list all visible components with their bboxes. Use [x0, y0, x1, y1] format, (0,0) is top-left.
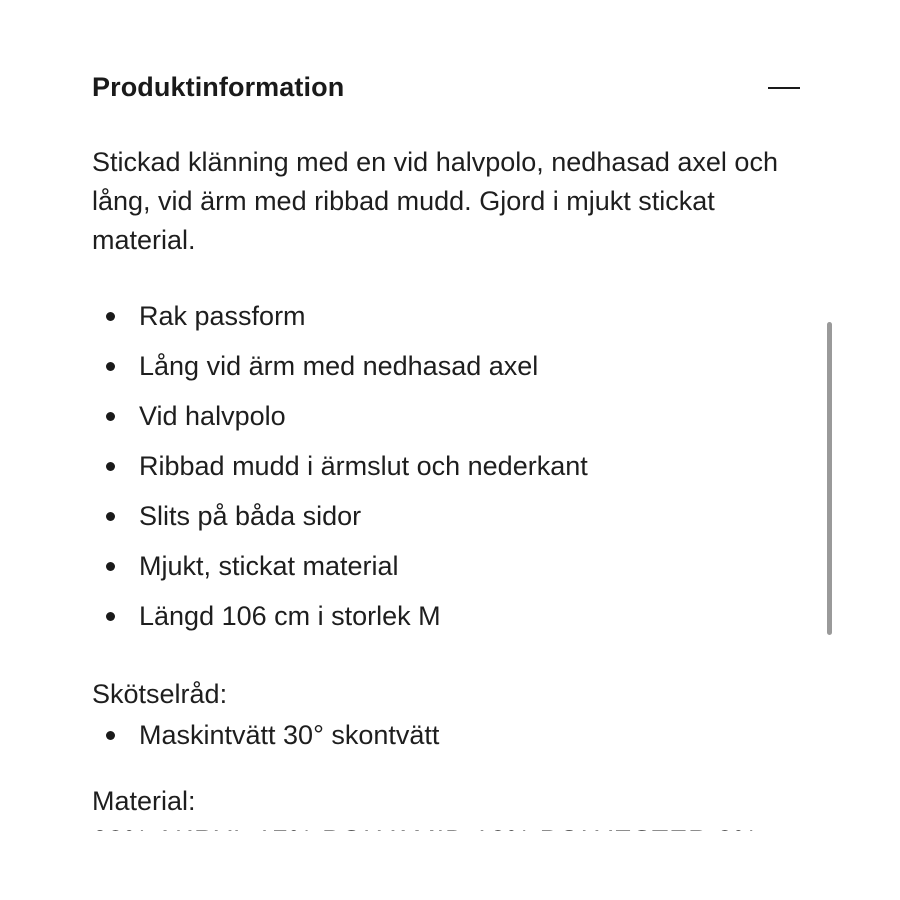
feature-item: Längd 106 cm i storlek M	[92, 591, 802, 641]
feature-item: Vid halvpolo	[92, 391, 802, 441]
feature-item: Ribbad mudd i ärmslut och nederkant	[92, 441, 802, 491]
bullet-icon	[106, 462, 115, 471]
material-label: Material:	[92, 786, 196, 816]
bullet-icon	[106, 731, 115, 740]
accordion-content	[92, 143, 802, 860]
minus-icon	[768, 87, 800, 89]
bullet-icon	[106, 312, 115, 321]
care-item: Maskintvätt 30° skontvätt	[92, 714, 802, 756]
bullet-icon	[106, 362, 115, 371]
scrollbar-thumb[interactable]	[827, 322, 832, 635]
care-label: Skötselråd:	[92, 679, 228, 709]
feature-item: Lång vid ärm med nedhasad axel	[92, 341, 802, 391]
product-description: Stickad klänning med en vid halvpolo, nedhasad axel och lång, vid ärm med ribbad mudd. Gjord i mjukt stickat material.	[92, 147, 778, 255]
content-cutoff	[0, 831, 900, 900]
feature-item: Rak passform	[92, 291, 802, 341]
care-list	[92, 714, 802, 756]
bullet-icon	[106, 412, 115, 421]
feature-item: Slits på båda sidor	[92, 491, 802, 541]
feature-item: Mjukt, stickat material	[92, 541, 802, 591]
collapse-button[interactable]	[768, 72, 802, 104]
bullet-icon	[106, 612, 115, 621]
bullet-icon	[106, 512, 115, 521]
section-title: Produktinformation	[92, 72, 345, 102]
accordion-header[interactable]	[92, 68, 802, 108]
bullet-icon	[106, 562, 115, 571]
feature-list	[92, 291, 802, 641]
